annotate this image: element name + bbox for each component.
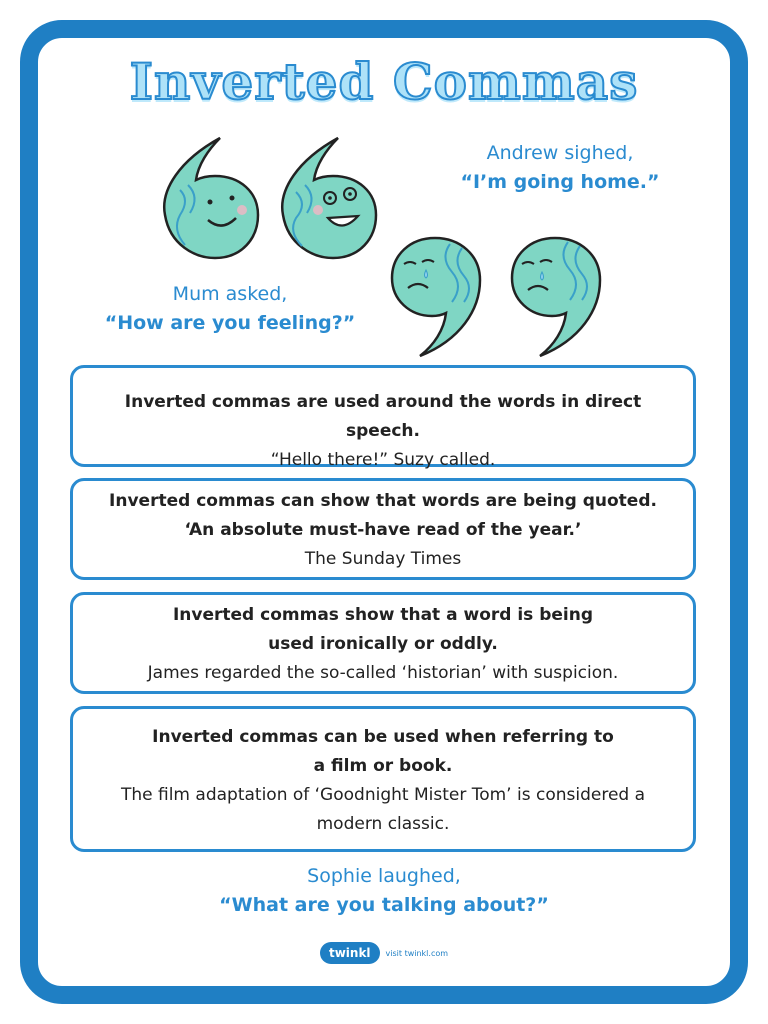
- sophie-speech: [150, 862, 618, 920]
- sophie-said: Sophie laughed,: [307, 865, 461, 887]
- rule-text-line1: Inverted commas can be used when referring to: [152, 727, 614, 747]
- twinkl-logo[interactable]: twinkl: [320, 942, 380, 964]
- mum-quote: “How are you feeling?”: [104, 312, 356, 334]
- happy-opening-comma-icon: [164, 138, 258, 258]
- crying-closing-comma-icon: [392, 238, 480, 356]
- smiling-opening-comma-icon: [282, 138, 376, 258]
- rule-box-irony: [70, 592, 696, 694]
- rule-text-line2: used ironically or oddly.: [268, 634, 498, 654]
- rule-box-quotation: [70, 478, 696, 580]
- visit-link[interactable]: visit twinkl.com: [385, 948, 449, 958]
- rule-box-titles: [70, 706, 696, 852]
- andrew-said: Andrew sighed,: [486, 142, 634, 164]
- rule-text-line2: a film or book.: [313, 756, 453, 776]
- rule-text: Inverted commas are used around the words in direct speech.: [124, 392, 642, 441]
- sophie-quote: “What are you talking about?”: [219, 894, 549, 916]
- andrew-quote: “I’m going home.”: [460, 171, 660, 193]
- example-quote: ‘An absolute must-have read of the year.’: [184, 520, 582, 540]
- sad-closing-comma-icon: [512, 238, 600, 356]
- example-text: “Hello there!” Suzy called.: [270, 450, 496, 470]
- rule-text-line1: Inverted commas show that a word is being: [172, 605, 594, 625]
- example-text: The film adaptation of ‘Goodnight Mister Tom’ is considered a modern classic.: [120, 785, 646, 834]
- example-source: The Sunday Times: [304, 549, 462, 569]
- footer: [0, 942, 768, 964]
- mum-speech: [80, 280, 380, 338]
- rule-text: Inverted commas can show that words are being quoted.: [109, 491, 657, 511]
- andrew-speech: [440, 139, 680, 197]
- mum-said: Mum asked,: [172, 283, 288, 305]
- page-title: Inverted Commas: [129, 52, 639, 111]
- rule-box-direct-speech: [70, 365, 696, 470]
- example-text: James regarded the so-called ‘historian’ with suspicion.: [147, 663, 619, 683]
